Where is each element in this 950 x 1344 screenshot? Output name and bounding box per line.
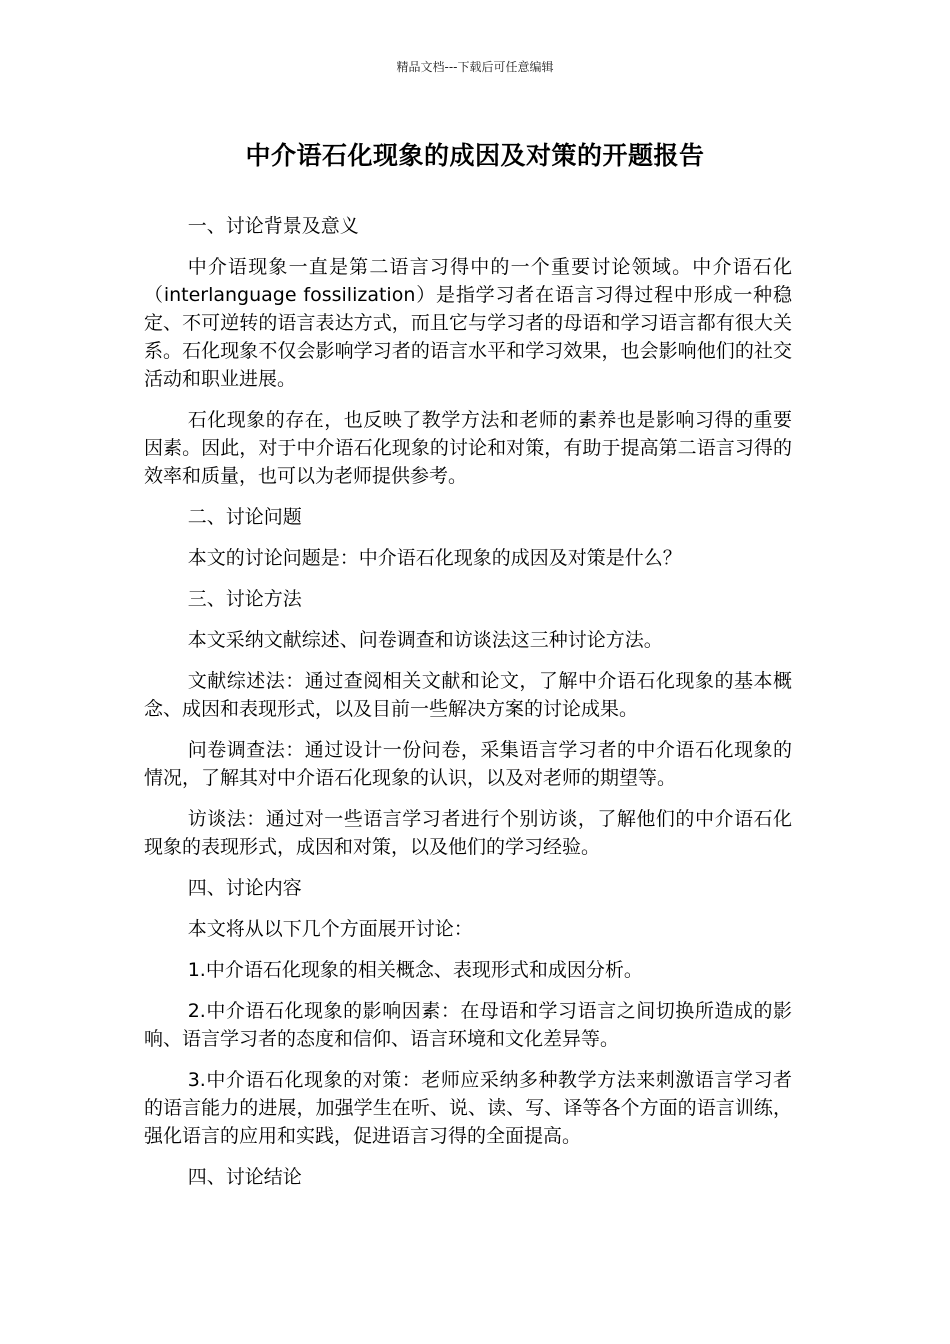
document-title: 中介语石化现象的成因及对策的开题报告	[245, 141, 705, 170]
section-heading-question: 二、讨论问题	[187, 506, 302, 528]
section-heading-content: 四、讨论内容	[187, 877, 302, 899]
paragraph-method-interview: 访谈法：通过对一些语言学习者进行个别访谈，了解他们的中介语石化现象的表现形式，成因和对策，以及他们的学习经验。	[144, 808, 792, 858]
list-item-content-3: 3.中介语石化现象的对策：老师应采纳多种教学方法来刺激语言学习者的语言能力的进展，加强学生在听、说、读、写、译等各个方面的语言训练，强化语言的应用和实践，促进语言习得的全面提高。	[144, 1069, 792, 1147]
section-heading-conclusion: 四、讨论结论	[187, 1166, 302, 1188]
paragraph-content-intro: 本文将从以下几个方面展开讨论：	[187, 918, 473, 940]
section-heading-background: 一、讨论背景及意义	[187, 215, 359, 237]
paragraph-background-1: 中介语现象一直是第二语言习得中的一个重要讨论领域。中介语石化（interlanguage fossilization）是指学习者在语言习得过程中形成一种稳定、不可逆转的语言表达方式，而且它与学习者的母语和学习语言都有很大关系。石化现象不仅会影响学习者的语言水平和学习效果，也会影响他们的社交活动和职业进展。	[144, 256, 792, 390]
paragraph-method-questionnaire: 问卷调查法：通过设计一份问卷，采集语言学习者的中介语石化现象的情况，了解其对中介语石化现象的认识，以及对老师的期望等。	[144, 739, 792, 789]
section-heading-method: 三、讨论方法	[187, 588, 302, 610]
paragraph-question: 本文的讨论问题是：中介语石化现象的成因及对策是什么？	[187, 547, 682, 569]
header-note: 精品文档---下载后可任意编辑	[396, 60, 554, 74]
paragraph-method-intro: 本文采纳文献综述、问卷调查和访谈法这三种讨论方法。	[187, 629, 663, 651]
paragraph-background-2: 石化现象的存在，也反映了教学方法和老师的素养也是影响习得的重要因素。因此，对于中介语石化现象的讨论和对策，有助于提高第二语言习得的效率和质量，也可以为老师提供参考。	[144, 409, 792, 487]
paragraph-method-literature: 文献综述法：通过查阅相关文献和论文，了解中介语石化现象的基本概念、成因和表现形式，以及目前一些解决方案的讨论成果。	[144, 670, 792, 720]
document-body	[144, 212, 792, 1204]
list-item-content-1: 1.中介语石化现象的相关概念、表现形式和成因分析。	[187, 959, 643, 981]
list-item-content-2: 2.中介语石化现象的影响因素：在母语和学习语言之间切换所造成的影响、语言学习者的态度和信仰、语言环境和文化差异等。	[144, 1000, 792, 1050]
